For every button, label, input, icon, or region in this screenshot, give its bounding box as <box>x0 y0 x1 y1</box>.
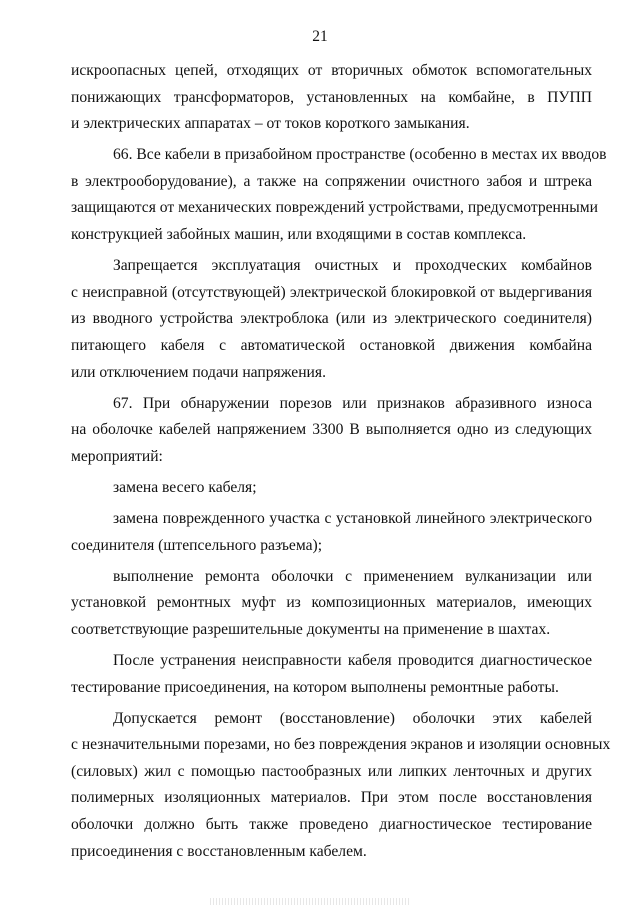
paragraph-66 <box>71 142 607 248</box>
paragraph-continuation <box>71 58 592 138</box>
text-line: замена поврежденного участка с установкой линейного электрического <box>113 510 592 527</box>
text-line: с незначительными порезами, но без повреждения экранов и изоляции основных <box>71 736 611 754</box>
text-line: После устранения неисправности кабеля проводится диагностическое <box>113 651 592 669</box>
paragraph-diagnostic-testing <box>71 648 592 701</box>
text-line: Запрещается эксплуатация очистных и проходческих комбайнов <box>113 257 592 275</box>
text-line: 67. При обнаружении порезов или признаков абразивного износа <box>113 394 592 412</box>
list-item-replace-cable <box>71 475 592 502</box>
text-line: полимерных изоляционных материалов. При этом после восстановления <box>71 789 592 807</box>
text-line: установкой ремонтных муфт из композиционных материалов, имеющих <box>71 594 592 612</box>
paragraph-allowed-repair <box>71 706 611 866</box>
text-line: соединителя (штепсельного разъема); <box>71 536 323 554</box>
scan-edge-artifact <box>210 898 410 905</box>
list-item-replace-section <box>71 506 592 559</box>
text-line: выполнение ремонта оболочки с применением вулканизации или <box>113 567 592 585</box>
text-line: конструкцией забойных машин, или входящими в состав комплекса. <box>71 226 527 244</box>
text-line: с неисправной (отсутствующей) электрической блокировкой от выдергивания <box>71 283 592 301</box>
document-body <box>71 58 611 865</box>
text-line: (силовых) жил с помощью пастообразных или липких ленточных и других <box>71 762 592 780</box>
text-line: искроопасных цепей, отходящих от вторичных обмоток вспомогательных <box>71 62 592 79</box>
text-line: тестирование присоединения, на котором выполнены ремонтные работы. <box>71 678 559 696</box>
text-line: соответствующие разрешительные документы на применение в шахтах. <box>71 620 551 638</box>
text-line: в электрооборудование), а также на сопряжении очистного забоя и штрека <box>71 172 592 190</box>
paragraph-prohibition <box>71 253 592 386</box>
text-line: и электрических аппаратах – от токов короткого замыкания. <box>71 115 470 133</box>
text-line: на оболочке кабелей напряжением 3300 В выполняется одно из следующих <box>71 421 592 439</box>
text-line: мероприятий: <box>71 447 163 465</box>
text-line: Допускается ремонт (восстановление) оболочки этих кабелей <box>113 709 592 727</box>
text-line: оболочки должно быть также проведено диагностическое тестирование <box>71 816 592 834</box>
text-line: понижающих трансформаторов, установленных на комбайне, в ПУПП <box>71 88 592 106</box>
text-line: защищаются от механических повреждений устройствами, предусмотренными <box>71 199 598 217</box>
list-item-repair-sheath <box>71 564 592 644</box>
text-line: питающего кабеля с автоматической остановкой движения комбайна <box>71 336 592 354</box>
text-line: замена весего кабеля; <box>113 478 257 496</box>
paragraph-67 <box>71 391 592 471</box>
text-line: или отключением подачи напряжения. <box>71 363 326 381</box>
text-line: из вводного устройства электроблока (или из электрического соединителя) <box>71 310 592 328</box>
page-number: 21 <box>312 28 328 45</box>
text-line: присоединения с восстановленным кабелем. <box>71 842 367 860</box>
text-line: 66. Все кабели в призабойном пространстве (особенно в местах их вводов <box>113 146 607 164</box>
